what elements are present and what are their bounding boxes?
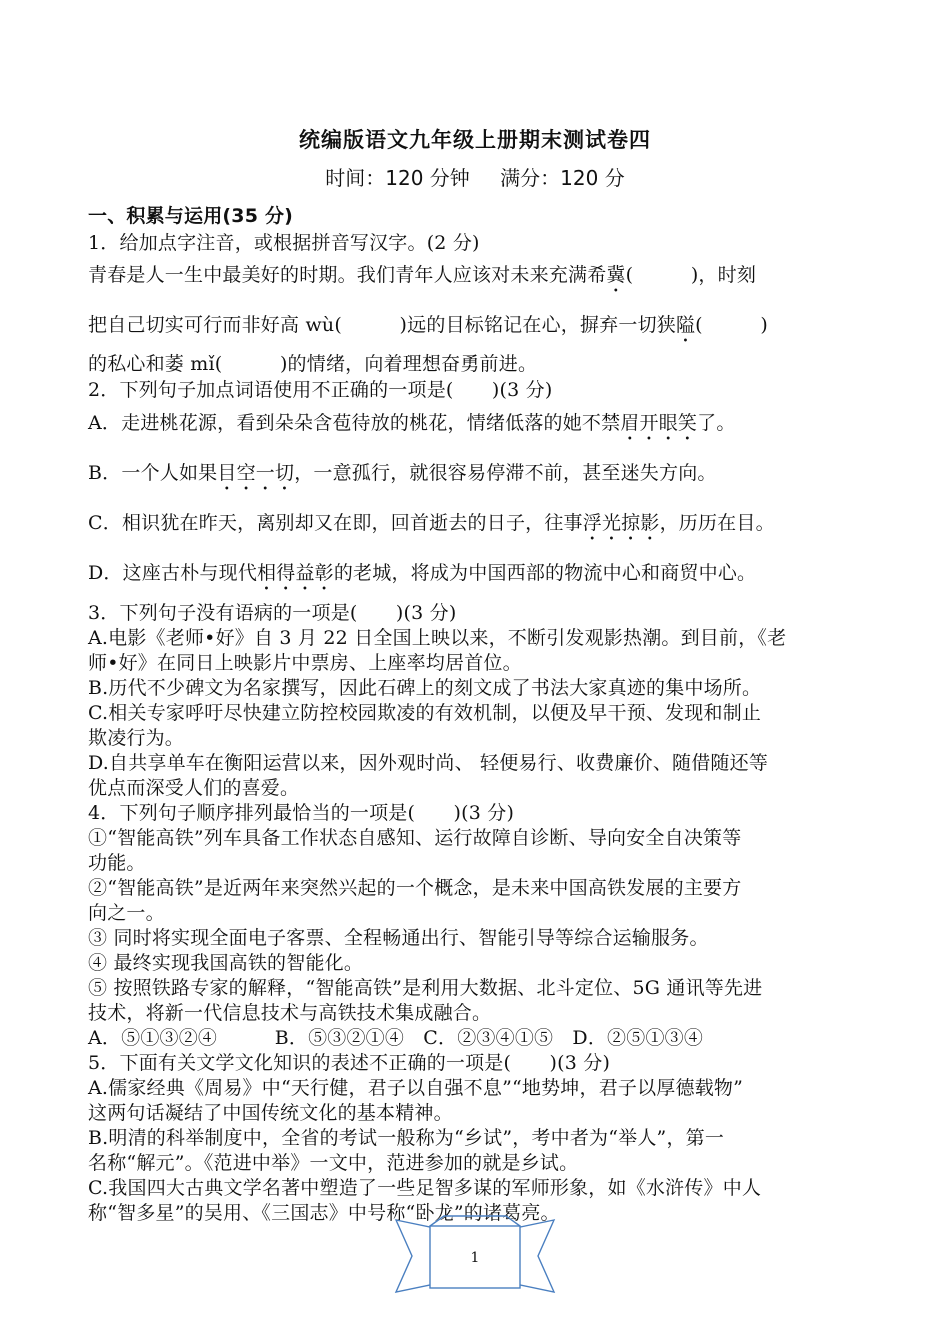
q2-option-a <box>88 408 868 445</box>
time-limit: 时间：120 分钟 <box>325 166 470 190</box>
dotted-word: 目空一切 <box>217 462 295 484</box>
q5-option-b: B.明清的科举制度中，全省的考试一般称为“乡试”，考中者为“举人”，第一 <box>88 1127 725 1149</box>
q4-sentence-2: ②“智能高铁”是近两年来突然兴起的一个概念，是未来中国高铁发展的主要方 <box>88 877 742 899</box>
option-text: 的老城，将成为中国西部的物流中心和商贸中心。 <box>333 562 757 584</box>
q3-option-d-cont: 优点而深受人们的喜爱。 <box>88 777 300 799</box>
q5-option-c: C.我国四大古典文学名著中塑造了一些足智多谋的军师形象，如《水浒传》中人 <box>88 1177 762 1199</box>
dotted-word: 浮光掠影 <box>582 512 660 534</box>
q4-sentence-1: ①“智能高铁”列车具备工作状态自感知、运行故障自诊断、导向安全自决策等 <box>88 827 742 849</box>
q1-line-2 <box>88 310 868 347</box>
q2-option-b <box>88 458 868 495</box>
q4-stem: 4．下列句子顺序排列最恰当的一项是( )(3 分) <box>88 802 515 824</box>
full-score: 满分：120 分 <box>500 166 625 190</box>
option-text: ，一意孤行，就很容易停滞不前，甚至迷失方向。 <box>294 462 717 484</box>
q1-text: 把自己切实可行而非好高 wù( )远的目标铭记在心，摒弃一切狭 <box>88 314 676 336</box>
q3-option-b: B.历代不少碑文为名家撰写，因此石碑上的刻文成了书法大家真迹的集中场所。 <box>88 677 762 699</box>
q4-sentence-5-cont: 技术，将新一代信息技术与高铁技术集成融合。 <box>88 1002 492 1024</box>
q4-sentence-3: ③ 同时将实现全面电子客票、全程畅通出行、智能引导等综合运输服务。 <box>88 927 709 949</box>
q4-options: A．⑤①③②④ B．⑤③②①④ C．②③④①⑤ D．②⑤①③④ <box>88 1027 704 1049</box>
option-text: C．相识犹在昨天，离别却又在即，回首逝去的日子，往事 <box>88 512 583 534</box>
q5-stem: 5．下面有关文学文化知识的表述不正确的一项是( )(3 分) <box>88 1052 611 1074</box>
q2-option-c <box>88 508 868 545</box>
q3-option-d: D.自共享单车在衡阳运营以来，因外观时尚、 轻便易行、收费廉价、随借随还等 <box>88 752 769 774</box>
exam-title: 统编版语文九年级上册期末测试卷四 <box>299 128 651 152</box>
q3-stem: 3．下列句子没有语病的一项是( )(3 分) <box>88 602 457 624</box>
q4-sentence-4: ④ 最终实现我国高铁的智能化。 <box>88 952 364 974</box>
q4-sentence-2-cont: 向之一。 <box>88 902 165 924</box>
q3-option-a-cont: 师•好》在同日上映影片中票房、上座率均居首位。 <box>88 652 522 674</box>
q5-option-c-cont: 称“智多星”的吴用、《三国志》中号称“卧龙”的诸葛亮。 <box>88 1202 560 1224</box>
dotted-char: 冀 <box>606 264 626 286</box>
q2-option-d <box>88 558 868 595</box>
exam-meta <box>0 162 950 191</box>
q3-option-c: C.相关专家呼吁尽快建立防控校园欺凌的有效机制，以便及早干预、发现和制止 <box>88 702 762 724</box>
q3-option-c-cont: 欺凌行为。 <box>88 727 185 749</box>
section-heading: 一、积累与运用(35 分) <box>88 205 294 227</box>
q4-sentence-1-cont: 功能。 <box>88 852 146 874</box>
option-text: A．走进桃花源，看到朵朵含苞待放的桃花，情绪低落的她不禁 <box>88 412 621 434</box>
q5-option-b-cont: 名称“解元”。《范进中举》一文中，范进参加的就是乡试。 <box>88 1152 579 1174</box>
option-text: B．一个人如果 <box>88 462 218 484</box>
dotted-char: 隘 <box>675 314 696 336</box>
q2-stem: 2．下列句子加点词语使用不正确的一项是( )(3 分) <box>88 379 553 401</box>
page-number: 1 <box>470 1250 480 1266</box>
option-text: 了。 <box>697 412 736 434</box>
q1-line-3: 的私心和萎 mǐ( )的情绪，向着理想奋勇前进。 <box>88 353 538 375</box>
dotted-word: 相得益彰 <box>257 562 334 584</box>
q5-option-a: A.儒家经典《周易》中“天行健，君子以自强不息”“地势坤，君子以厚德载物” <box>88 1077 744 1099</box>
q1-stem: 1．给加点字注音，或根据拼音写汉字。(2 分) <box>88 232 480 254</box>
option-text: D．这座古朴与现代 <box>88 562 258 584</box>
dotted-word: 眉开眼笑 <box>620 412 698 434</box>
q1-line-1 <box>88 260 868 297</box>
q3-option-a: A.电影《老师•好》自 3 月 22 日全国上映以来，不断引发观影热潮。到目前，《老 <box>88 627 787 649</box>
q1-text: 青春是人一生中最美好的时期。我们青年人应该对未来充满希 <box>88 264 607 286</box>
option-text: ，历历在目。 <box>659 512 775 534</box>
q4-sentence-5: ⑤ 按照铁路专家的解释，“智能高铁”是利用大数据、北斗定位、5G 通讯等先进 <box>88 977 763 999</box>
q5-option-a-cont: 这两句话凝结了中国传统文化的基本精神。 <box>88 1102 453 1124</box>
q1-text: ( )，时刻 <box>625 264 757 286</box>
q1-text: ( ) <box>695 314 768 336</box>
